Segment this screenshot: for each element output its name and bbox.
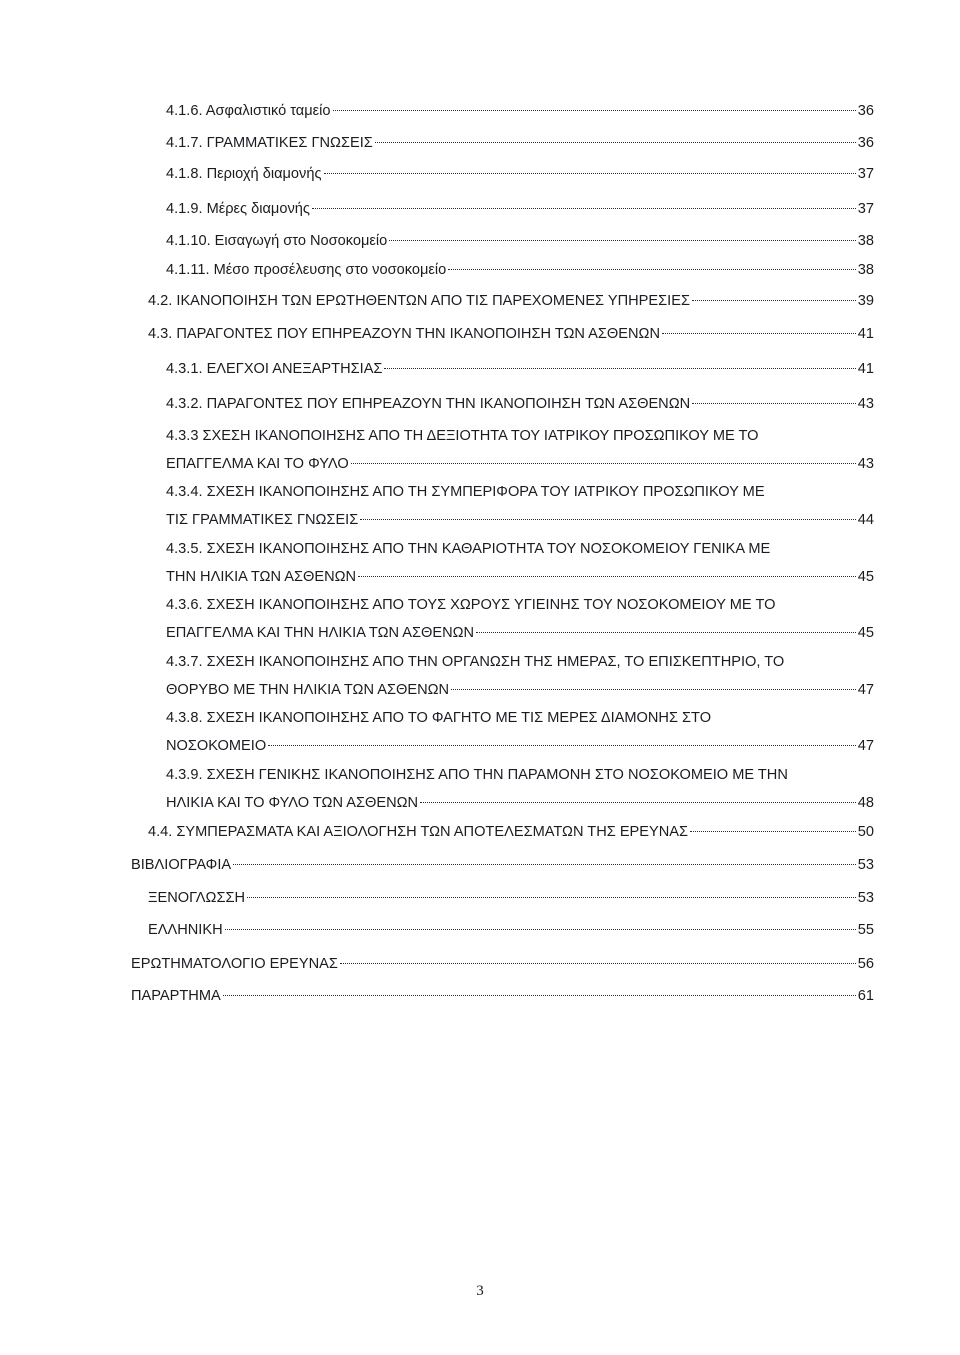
- toc-entry-4-3[interactable]: [148, 320, 874, 348]
- toc-entry-title: 4.1.9. Μέρες διαμονής: [166, 201, 310, 217]
- toc-entry-title: 4.1.7. ΓΡΑΜΜΑΤΙΚΕΣ ΓΝΩΣΕΙΣ: [166, 135, 373, 151]
- toc-entry-page: 38: [857, 262, 874, 278]
- toc-entry-4-3-7[interactable]: [166, 648, 874, 704]
- toc-entry-page: 41: [857, 326, 874, 342]
- dot-leader: [690, 831, 856, 832]
- dot-leader: [476, 632, 856, 633]
- toc-entry-title: 4.1.8. Περιοχή διαμονής: [166, 166, 322, 182]
- toc-entry-title: 4.3.5. ΣΧΕΣΗ ΙΚΑΝΟΠΟΙΗΣΗΣ ΑΠΟ ΤΗΝ ΚΑΘΑΡΙΟΤΗΤΑ ΤΟΥ ΝΟΣΟΚΟΜΕΙΟΥ ΓΕΝΙΚΑ ΜΕ: [166, 541, 771, 557]
- toc-entry-title: ΕΛΛΗΝΙΚΗ: [148, 922, 223, 938]
- page-number: 3: [476, 1283, 484, 1299]
- dot-leader: [692, 403, 856, 404]
- toc-entry-4-3-4[interactable]: [166, 478, 874, 534]
- toc-entry-title: 4.3.8. ΣΧΕΣΗ ΙΚΑΝΟΠΟΙΗΣΗΣ ΑΠΟ ΤΟ ΦΑΓΗΤΟ ΜΕ ΤΙΣ ΜΕΡΕΣ ΔΙΑΜΟΝΗΣ ΣΤΟ: [166, 710, 712, 726]
- dot-leader: [233, 864, 856, 865]
- toc-entry-title: 4.3.7. ΣΧΕΣΗ ΙΚΑΝΟΠΟΙΗΣΗΣ ΑΠΟ ΤΗΝ ΟΡΓΑΝΩΣΗ ΤΗΣ ΗΜΕΡΑΣ, ΤΟ ΕΠΙΣΚΕΠΤΗΡΙΟ, ΤΟ: [166, 654, 785, 670]
- toc-entry-title-continued: ΤΙΣ ΓΡΑΜΜΑΤΙΚΕΣ ΓΝΩΣΕΙΣ: [166, 512, 359, 528]
- toc-entry-4-3-1[interactable]: [166, 355, 874, 383]
- toc-entry-title: 4.1.10. Εισαγωγή στο Νοσοκομείο: [166, 233, 388, 249]
- dot-leader: [268, 745, 856, 746]
- toc-entry-page: 36: [857, 103, 874, 119]
- toc-entry-4-1-7[interactable]: [166, 129, 874, 157]
- dot-leader: [225, 929, 856, 930]
- toc-entry-bibliography[interactable]: [131, 851, 874, 879]
- toc-entry-page: 55: [857, 922, 874, 938]
- toc-entry-title: 4.3.1. ΕΛΕΓΧΟΙ ΑΝΕΞΑΡΤΗΣΙΑΣ: [166, 361, 383, 377]
- dot-leader: [223, 995, 856, 996]
- toc-entry-page: 61: [857, 988, 874, 1004]
- toc-entry-page: 53: [857, 890, 874, 906]
- toc-entry-page: 48: [857, 795, 874, 811]
- dot-leader: [312, 208, 856, 209]
- toc-entry-page: 50: [857, 824, 874, 840]
- toc-entry-greek[interactable]: [148, 916, 874, 944]
- dot-leader: [324, 173, 856, 174]
- dot-leader: [389, 240, 855, 241]
- toc-entry-title-continued: ΕΠΑΓΓΕΛΜΑ ΚΑΙ ΤΟ ΦΥΛΟ: [166, 456, 349, 472]
- dot-leader: [384, 368, 855, 369]
- toc-entry-page: 53: [857, 857, 874, 873]
- toc-entry-appendix[interactable]: [131, 982, 874, 1010]
- toc-entry-title: 4.3.9. ΣΧΕΣΗ ΓΕΝΙΚΗΣ ΙΚΑΝΟΠΟΙΗΣΗΣ ΑΠΟ ΤΗΝ ΠΑΡΑΜΟΝΗ ΣΤΟ ΝΟΣΟΚΟΜΕΙΟ ΜΕ ΤΗΝ: [166, 767, 788, 783]
- toc-entry-4-1-10[interactable]: [166, 227, 874, 255]
- toc-entry-title-continued: ΗΛΙΚΙΑ ΚΑΙ ΤΟ ΦΥΛΟ ΤΩΝ ΑΣΘΕΝΩΝ: [166, 795, 419, 811]
- toc-entry-title: 4.3.3 ΣΧΕΣΗ ΙΚΑΝΟΠΟΙΗΣΗΣ ΑΠΟ ΤΗ ΔΕΞΙΟΤΗΤΑ ΤΟΥ ΙΑΤΡΙΚΟΥ ΠΡΟΣΩΠΙΚΟΥ ΜΕ ΤΟ: [166, 428, 759, 444]
- toc-entry-page: 43: [857, 456, 874, 472]
- dot-leader: [351, 463, 856, 464]
- toc-entry-4-4[interactable]: [148, 818, 874, 846]
- toc-entry-4-3-9[interactable]: [166, 761, 874, 817]
- toc-entry-title: ΒΙΒΛΙΟΓΡΑΦΙΑ: [131, 857, 232, 873]
- toc-entry-page: 37: [857, 201, 874, 217]
- dot-leader: [247, 897, 856, 898]
- toc-entry-title: ΕΡΩΤΗΜΑΤΟΛΟΓΙΟ ΕΡΕΥΝΑΣ: [131, 956, 338, 972]
- toc-entry-4-3-5[interactable]: [166, 535, 874, 591]
- toc-entry-title: 4.3.4. ΣΧΕΣΗ ΙΚΑΝΟΠΟΙΗΣΗΣ ΑΠΟ ΤΗ ΣΥΜΠΕΡΙΦΟΡΑ ΤΟΥ ΙΑΤΡΙΚΟΥ ΠΡΟΣΩΠΙΚΟΥ ΜΕ: [166, 484, 765, 500]
- dot-leader: [420, 802, 856, 803]
- toc-entry-title: 4.4. ΣΥΜΠΕΡΑΣΜΑΤΑ ΚΑΙ ΑΞΙΟΛΟΓΗΣΗ ΤΩΝ ΑΠΟΤΕΛΕΣΜΑΤΩΝ ΤΗΣ ΕΡΕΥΝΑΣ: [148, 824, 689, 840]
- toc-entry-page: 47: [857, 738, 874, 754]
- dot-leader: [692, 300, 856, 301]
- toc-entry-title: 4.1.11. Μέσο προσέλευσης στο νοσοκομείο: [166, 262, 447, 278]
- toc-entry-4-1-9[interactable]: [166, 195, 874, 223]
- toc-entry-page: 45: [857, 569, 874, 585]
- dot-leader: [340, 963, 856, 964]
- toc-entry-page: 45: [857, 625, 874, 641]
- toc-entry-page: 44: [857, 512, 874, 528]
- dot-leader: [662, 333, 856, 334]
- toc-entry-page: 56: [857, 956, 874, 972]
- toc-entry-4-2[interactable]: [148, 287, 874, 315]
- toc-entry-title-continued: ΘΟΡΥΒΟ ΜΕ ΤΗΝ ΗΛΙΚΙΑ ΤΩΝ ΑΣΘΕΝΩΝ: [166, 682, 450, 698]
- toc-entry-4-3-3[interactable]: [166, 422, 874, 478]
- toc-entry-title: 4.3.2. ΠΑΡΑΓΟΝΤΕΣ ΠΟΥ ΕΠΗΡΕΑΖΟΥΝ ΤΗΝ ΙΚΑΝΟΠΟΙΗΣΗ ΤΩΝ ΑΣΘΕΝΩΝ: [166, 396, 691, 412]
- toc-entry-page: 36: [857, 135, 874, 151]
- toc-entry-page: 37: [857, 166, 874, 182]
- toc-entry-page: 47: [857, 682, 874, 698]
- toc-entry-4-1-11[interactable]: [166, 256, 874, 284]
- dot-leader: [358, 576, 856, 577]
- toc-entry-title-continued: ΤΗΝ ΗΛΙΚΙΑ ΤΩΝ ΑΣΘΕΝΩΝ: [166, 569, 357, 585]
- toc-entry-4-1-6[interactable]: [166, 97, 874, 125]
- toc-entry-4-3-6[interactable]: [166, 591, 874, 647]
- dot-leader: [451, 689, 856, 690]
- dot-leader: [360, 519, 856, 520]
- toc-entry-page: 43: [857, 396, 874, 412]
- dot-leader: [448, 269, 856, 270]
- toc-entry-page: 38: [857, 233, 874, 249]
- toc-entry-title: ΠΑΡΑΡΤΗΜΑ: [131, 988, 221, 1004]
- toc-entry-4-1-8[interactable]: [166, 160, 874, 188]
- toc-entry-foreign[interactable]: [148, 884, 874, 912]
- toc-entry-title: 4.1.6. Ασφαλιστικό ταμείο: [166, 103, 331, 119]
- toc-entry-page: 41: [857, 361, 874, 377]
- toc-entry-questionnaire[interactable]: [131, 950, 874, 978]
- toc-entry-title: 4.2. ΙΚΑΝΟΠΟΙΗΣΗ ΤΩΝ ΕΡΩΤΗΘΕΝΤΩΝ ΑΠΟ ΤΙΣ ΠΑΡΕΧΟΜΕΝΕΣ ΥΠΗΡΕΣΙΕΣ: [148, 293, 690, 309]
- dot-leader: [333, 110, 856, 111]
- toc-entry-title: 4.3. ΠΑΡΑΓΟΝΤΕΣ ΠΟΥ ΕΠΗΡΕΑΖΟΥΝ ΤΗΝ ΙΚΑΝΟΠΟΙΗΣΗ ΤΩΝ ΑΣΘΕΝΩΝ: [148, 326, 660, 342]
- toc-entry-title-continued: ΕΠΑΓΓΕΛΜΑ ΚΑΙ ΤΗΝ ΗΛΙΚΙΑ ΤΩΝ ΑΣΘΕΝΩΝ: [166, 625, 475, 641]
- toc-entry-4-3-8[interactable]: [166, 704, 874, 760]
- toc-entry-4-3-2[interactable]: [166, 390, 874, 418]
- toc-entry-title: ΞΕΝΟΓΛΩΣΣΗ: [148, 890, 246, 906]
- dot-leader: [375, 142, 856, 143]
- toc-entry-title-continued: ΝΟΣΟΚΟΜΕΙΟ: [166, 738, 267, 754]
- toc-entry-page: 39: [857, 293, 874, 309]
- toc-entry-title: 4.3.6. ΣΧΕΣΗ ΙΚΑΝΟΠΟΙΗΣΗΣ ΑΠΟ ΤΟΥΣ ΧΩΡΟΥΣ ΥΓΙΕΙΝΗΣ ΤΟΥ ΝΟΣΟΚΟΜΕΙΟΥ ΜΕ ΤΟ: [166, 597, 776, 613]
